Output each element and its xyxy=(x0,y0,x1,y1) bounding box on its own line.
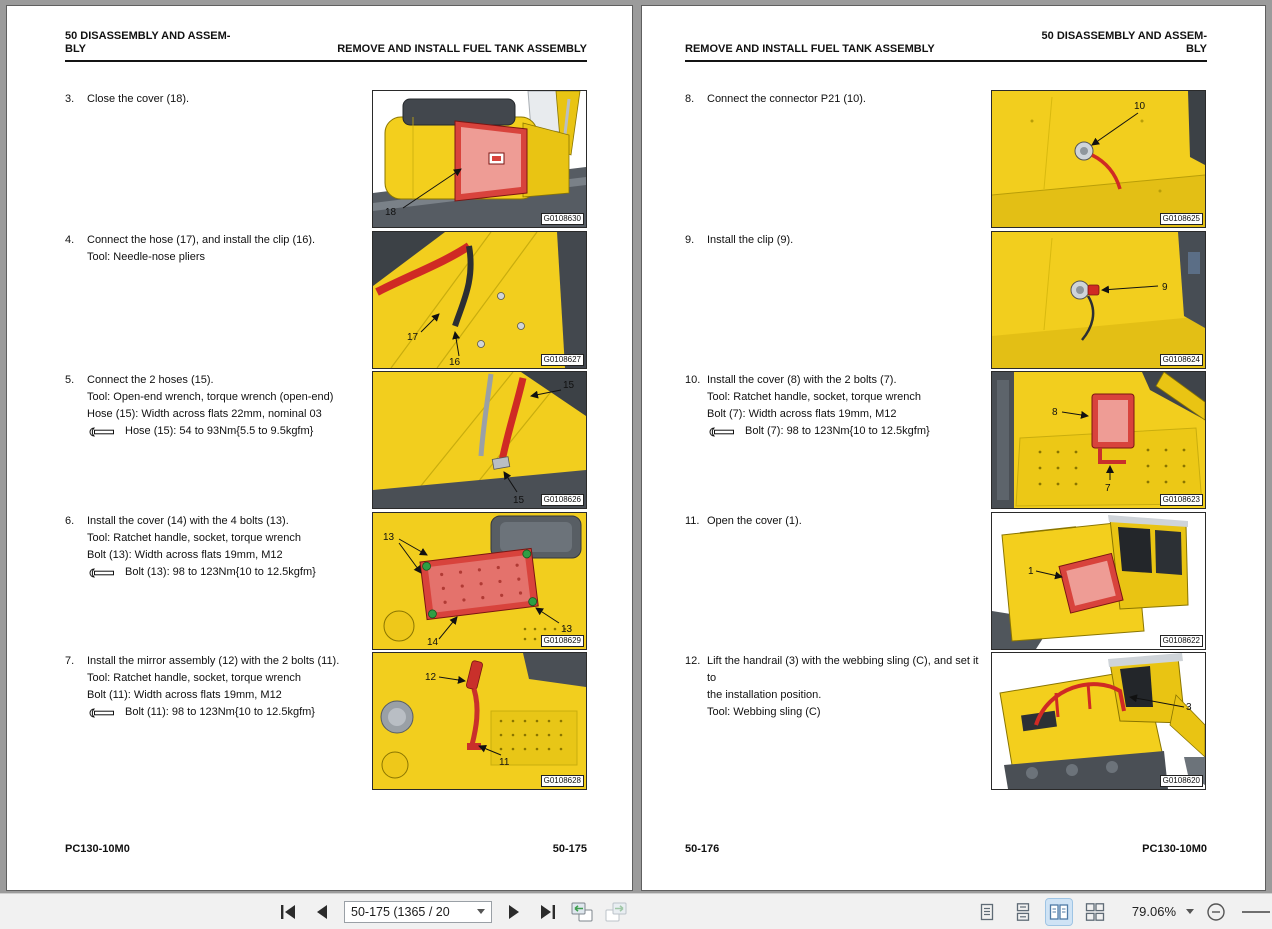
step-number: 6. xyxy=(65,515,75,527)
previous-view-icon xyxy=(570,901,594,923)
step-number: 5. xyxy=(65,374,75,386)
connector-illustration xyxy=(992,91,1205,227)
step-line: Bolt (13): Width across flats 19mm, M12 xyxy=(87,549,283,561)
footer-model: PC130-10M0 xyxy=(1142,843,1207,855)
step-9 xyxy=(685,232,985,249)
callout-14: 14 xyxy=(427,637,439,648)
step-line: Connect the 2 hoses (15). xyxy=(87,374,214,386)
torque-spec xyxy=(707,423,985,440)
torque-value: Bolt (13): 98 to 123Nm{10 to 12.5kgfm} xyxy=(125,566,316,578)
figure-mirror-assembly xyxy=(372,652,587,790)
single-page-view-button[interactable] xyxy=(974,899,1000,925)
figure-code: G0108624 xyxy=(1160,354,1203,366)
page-footer xyxy=(685,843,1207,855)
figure-close-cover xyxy=(372,90,587,228)
figure-clip xyxy=(991,231,1206,369)
torque-value: Hose (15): 54 to 93Nm{5.5 to 9.5kgfm} xyxy=(125,425,314,437)
step-3 xyxy=(65,91,365,108)
facing-continuous-view-button[interactable] xyxy=(1082,899,1108,925)
callout-12: 12 xyxy=(425,672,437,683)
wrench-icon xyxy=(89,568,115,578)
header-procedure-title: REMOVE AND INSTALL FUEL TANK ASSEMBLY xyxy=(337,43,587,55)
handrail-illustration xyxy=(992,653,1205,789)
step-line: Lift the handrail (3) with the webbing sling (C), and set it to xyxy=(707,655,979,684)
facing-view-button[interactable] xyxy=(1046,899,1072,925)
callout-3: 3 xyxy=(1186,702,1192,713)
footer-page-number: 50-175 xyxy=(552,843,587,855)
zoom-out-icon xyxy=(1206,902,1226,922)
torque-value: Bolt (11): 98 to 123Nm{10 to 12.5kgfm} xyxy=(125,706,315,718)
step-number: 7. xyxy=(65,655,75,667)
step-line: Connect the hose (17), and install the clip (16). xyxy=(87,234,316,246)
page-number-dropdown[interactable] xyxy=(344,901,492,923)
deck-cover-illustration xyxy=(373,513,586,649)
step-10 xyxy=(685,372,985,440)
callout-16: 16 xyxy=(449,357,461,368)
step-number: 12. xyxy=(685,655,701,667)
step-line: the installation position. xyxy=(707,689,822,701)
callout-11: 11 xyxy=(499,757,510,768)
next-view-button[interactable] xyxy=(604,899,628,925)
page-header xyxy=(685,30,1207,62)
torque-spec xyxy=(87,704,365,721)
step-line: Install the clip (9). xyxy=(707,234,794,246)
next-page-button[interactable] xyxy=(502,899,526,925)
step-line: Bolt (11): Width across flats 19mm, M12 xyxy=(87,689,282,701)
page-footer xyxy=(65,843,587,855)
step-8 xyxy=(685,91,985,108)
figure-connector-p21 xyxy=(991,90,1206,228)
step-number: 8. xyxy=(685,93,695,105)
header-section-title: 50 DISASSEMBLY AND ASSEM- BLY xyxy=(65,30,231,55)
figure-code: G0108630 xyxy=(541,213,584,225)
figure-code: G0108628 xyxy=(541,775,584,787)
step-line: Hose (15): Width across flats 22mm, nominal 03 xyxy=(87,408,322,420)
callout-1: 1 xyxy=(1028,566,1034,577)
step-5 xyxy=(65,372,365,440)
facing-continuous-icon xyxy=(1085,903,1105,921)
step-12 xyxy=(685,653,985,721)
clip-illustration xyxy=(992,232,1205,368)
single-page-icon xyxy=(978,903,996,921)
previous-page-button[interactable] xyxy=(310,899,334,925)
step-line: Install the cover (8) with the 2 bolts (7). xyxy=(707,374,897,386)
step-number: 4. xyxy=(65,234,75,246)
next-view-icon xyxy=(604,901,628,923)
torque-spec xyxy=(87,564,365,581)
last-page-icon xyxy=(539,904,557,920)
figure-open-cover xyxy=(991,512,1206,650)
open-cover-illustration xyxy=(992,513,1205,649)
torque-spec xyxy=(87,423,365,440)
step-11 xyxy=(685,513,985,530)
step-6 xyxy=(65,513,365,581)
callout-8: 8 xyxy=(1052,407,1058,418)
previous-page-icon xyxy=(315,904,329,920)
pdf-viewer-toolbar xyxy=(0,893,1272,929)
first-page-icon xyxy=(279,904,297,920)
figure-code: G0108625 xyxy=(1160,213,1203,225)
header-procedure-title: REMOVE AND INSTALL FUEL TANK ASSEMBLY xyxy=(685,43,935,55)
hose-clip-illustration xyxy=(373,232,586,368)
step-line: Tool: Webbing sling (C) xyxy=(707,706,821,718)
figure-cover-8 xyxy=(991,371,1206,509)
step-number: 10. xyxy=(685,374,701,386)
callout-9: 9 xyxy=(1162,282,1168,293)
hoses-illustration xyxy=(373,372,586,508)
step-line: Tool: Ratchet handle, socket, torque wrench xyxy=(707,391,922,403)
pdf-page-50-175 xyxy=(6,5,633,891)
excavator-rear-illustration xyxy=(373,91,586,227)
callout-17: 17 xyxy=(407,332,419,343)
continuous-view-button[interactable] xyxy=(1010,899,1036,925)
step-number: 9. xyxy=(685,234,695,246)
facing-pages-icon xyxy=(1049,903,1069,921)
step-number: 3. xyxy=(65,93,75,105)
figure-cover-bolts xyxy=(372,512,587,650)
zoom-out-button[interactable] xyxy=(1204,899,1228,925)
step-line: Tool: Ratchet handle, socket, torque wrench xyxy=(87,532,302,544)
step-line: Install the cover (14) with the 4 bolts (13). xyxy=(87,515,289,527)
figure-handrail xyxy=(991,652,1206,790)
torque-value: Bolt (7): 98 to 123Nm{10 to 12.5kgfm} xyxy=(745,425,930,437)
last-page-button[interactable] xyxy=(536,899,560,925)
callout-15-lower: 15 xyxy=(513,495,525,506)
wrench-icon xyxy=(709,427,735,437)
figure-code: G0108622 xyxy=(1160,635,1203,647)
continuous-page-icon xyxy=(1014,903,1032,921)
step-line: Tool: Needle-nose pliers xyxy=(87,251,206,263)
first-page-button[interactable] xyxy=(276,899,300,925)
vertical-cover-illustration xyxy=(992,372,1205,508)
step-4 xyxy=(65,232,365,266)
pdf-page-50-176 xyxy=(641,5,1266,891)
zoom-slider[interactable] xyxy=(1242,911,1270,913)
footer-page-number: 50-176 xyxy=(685,843,720,855)
step-line: Install the mirror assembly (12) with the 2 bolts (11). xyxy=(87,655,340,667)
zoom-level-label[interactable]: 79.06% xyxy=(1131,904,1176,919)
step-line: Tool: Ratchet handle, socket, torque wrench xyxy=(87,672,302,684)
callout-10: 10 xyxy=(1134,101,1146,112)
wrench-icon xyxy=(89,708,115,718)
step-number: 11. xyxy=(685,515,700,527)
mirror-illustration xyxy=(373,653,586,789)
figure-code: G0108629 xyxy=(541,635,584,647)
step-line: Tool: Open-end wrench, torque wrench (open-end) xyxy=(87,391,334,403)
page-navigation-group xyxy=(276,894,628,929)
wrench-icon xyxy=(89,427,115,437)
next-page-icon xyxy=(507,904,521,920)
figure-code: G0108626 xyxy=(541,494,584,506)
figure-two-hoses xyxy=(372,371,587,509)
callout-7: 7 xyxy=(1105,483,1111,494)
figure-code: G0108623 xyxy=(1160,494,1203,506)
step-7 xyxy=(65,653,365,721)
footer-model: PC130-10M0 xyxy=(65,843,130,855)
chevron-down-icon xyxy=(477,909,485,914)
callout-13-left: 13 xyxy=(383,532,395,543)
step-line: Open the cover (1). xyxy=(707,515,802,527)
previous-view-button[interactable] xyxy=(570,899,594,925)
figure-code: G0108627 xyxy=(541,354,584,366)
page-header xyxy=(65,30,587,62)
callout-13-right: 13 xyxy=(561,624,573,635)
view-controls-group xyxy=(974,894,1272,929)
step-line: Close the cover (18). xyxy=(87,93,190,105)
callout-18: 18 xyxy=(385,207,397,218)
step-line: Bolt (7): Width across flats 19mm, M12 xyxy=(707,408,897,420)
callout-15-upper: 15 xyxy=(563,380,575,391)
header-section-title: 50 DISASSEMBLY AND ASSEM- BLY xyxy=(1041,30,1207,55)
figure-hose-clip xyxy=(372,231,587,369)
page-number-value: 50-175 (1365 / 20 xyxy=(351,904,450,919)
step-line: Connect the connector P21 (10). xyxy=(707,93,866,105)
zoom-dropdown-caret-icon[interactable] xyxy=(1186,909,1194,914)
figure-code: G0108620 xyxy=(1160,775,1203,787)
